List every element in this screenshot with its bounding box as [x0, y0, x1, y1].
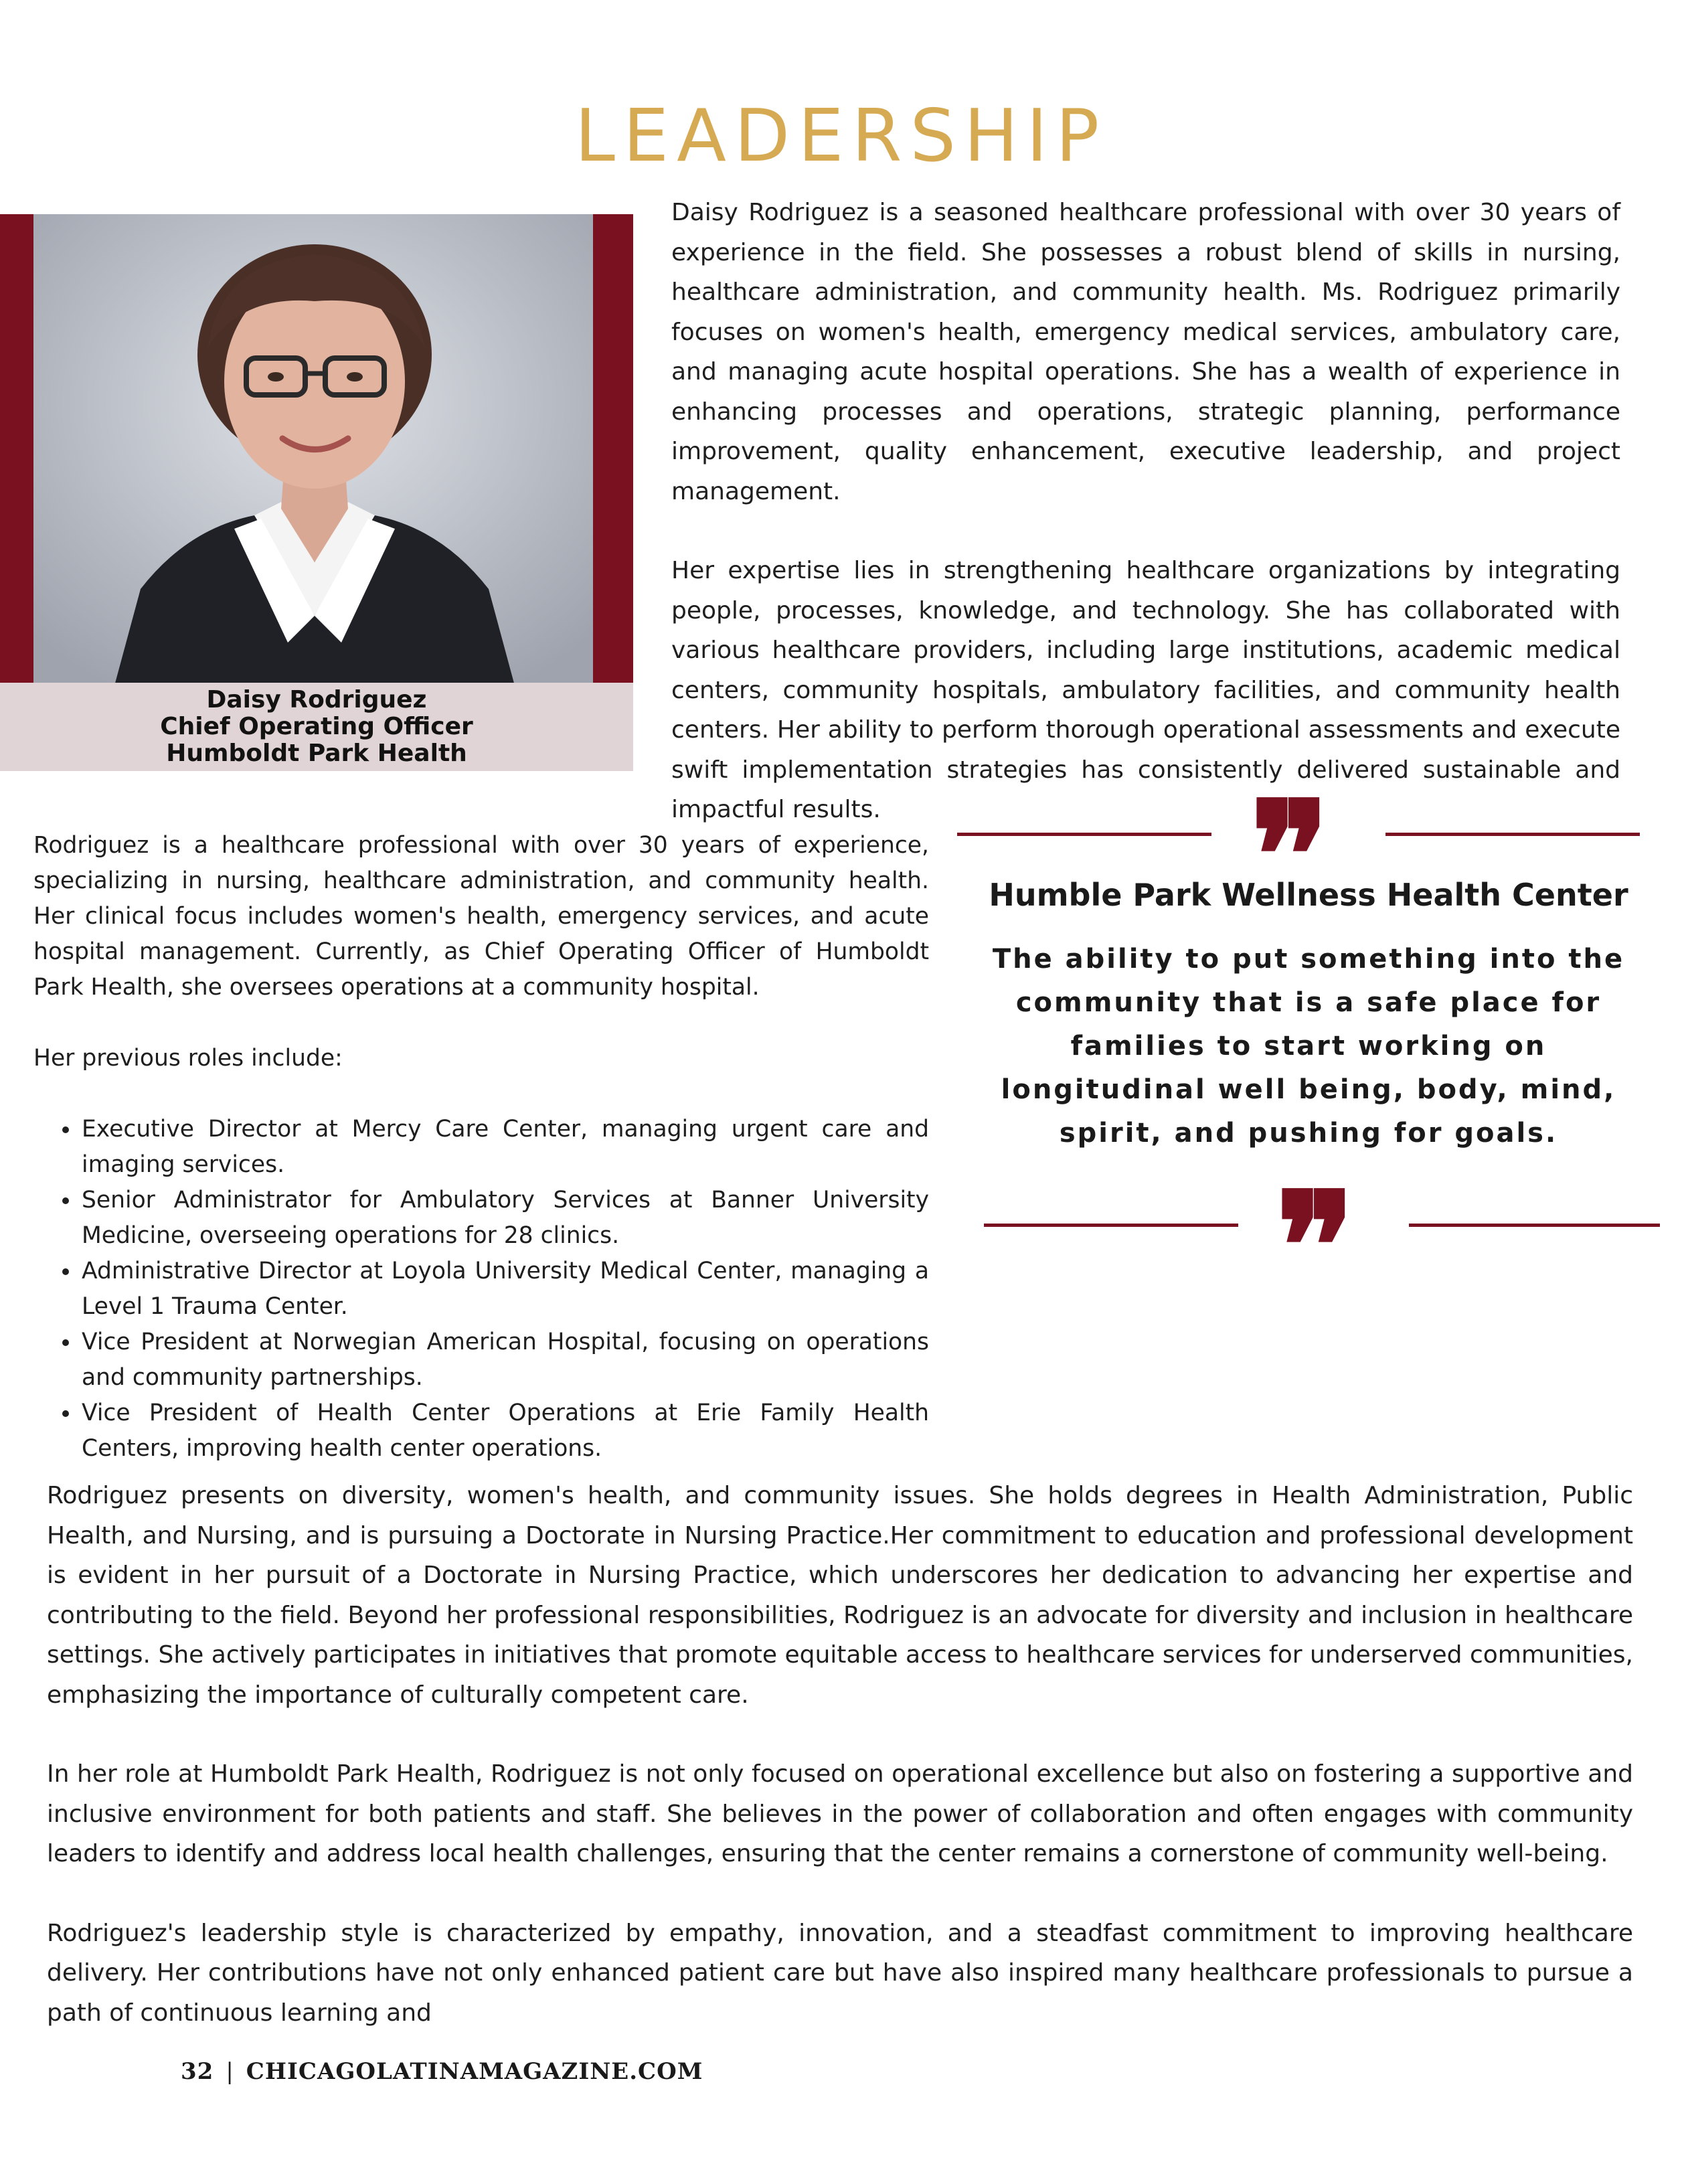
closing-paragraph: In her role at Humboldt Park Health, Rodriguez is not only focused on operational excellence but also on fostering a supportive and inclusive environment for both patients and staff. She believes in the power of collaboration and often engages with community leaders to identify and address local health challenges, ensuring that the center remains a cornerstone of community well-being.: [47, 1760, 1633, 1867]
portrait-illustration: [33, 214, 593, 688]
quote-open-icon: ❞: [1250, 768, 1330, 942]
quote-rule-top-left: [957, 833, 1211, 836]
quote-close-icon: ❞: [1276, 1159, 1355, 1333]
portrait-photo: [33, 214, 593, 688]
list-item: • Senior Administrator for Ambulatory Services at Banner University Medicine, overseeing operations for 28 clinics.: [80, 1183, 929, 1254]
list-item: • Vice President at Norwegian American Hospital, focusing on operations and community partnerships.: [80, 1325, 929, 1396]
quote-rule-top-right: [1385, 833, 1640, 836]
list-item: • Administrative Director at Loyola University Medical Center, managing a Level 1 Trauma Center.: [80, 1254, 929, 1325]
photo-caption: [0, 683, 633, 771]
closing-section: [47, 1476, 1633, 2033]
quote-rule-bottom-right: [1409, 1224, 1660, 1227]
intro-column: [671, 193, 1620, 830]
page-footer: [181, 2058, 703, 2085]
list-item: • Vice President of Health Center Operations at Erie Family Health Centers, improving health center operations.: [80, 1396, 929, 1466]
closing-paragraph: Rodriguez presents on diversity, women's health, and community issues. She holds degrees in Health Administration, Public Health, and Nursing, and is pursuing a Doctorate in Nursing Practice.Her commitment to education and professional development is evident in her pursuit of a Doctorate in Nursing Practice, which underscores her dedication to advancing her expertise and contributing to the field. Beyond her professional responsibilities, Rodriguez is an advocate for diversity and inclusion in healthcare settings. She actively participates in initiatives that promote equitable access to healthcare services for underserved communities, emphasizing the importance of culturally competent care.: [47, 1482, 1633, 1709]
quote-text: The ability to put something into the community that is a safe place for families to start working on longitudinal well being, body, mind, spirit, and pushing for goals.: [992, 944, 1625, 1149]
intro-paragraph: Her expertise lies in strengthening healthcare organizations by integrating people, processes, knowledge, and technology. She has collaborated with various healthcare providers, including large institutions, academic medical centers, community hospitals, ambulatory facilities, and community health centers. Her ability to perform thorough operational assessments and execute swift implementation strategies has consistently delivered sustainable and impactful results.: [671, 557, 1620, 823]
page-number: 32: [181, 2058, 214, 2085]
caption-role: Chief Operating Officer: [160, 713, 473, 740]
career-column: [33, 828, 929, 1466]
pull-quote: [957, 768, 1660, 1333]
page-title: LEADERSHIP: [574, 94, 1108, 178]
intro-paragraph: Daisy Rodriguez is a seasoned healthcare professional with over 30 years of experience in the field. She possesses a robust blend of skills in nursing, healthcare administration, and community health. Ms. Rodriguez primarily focuses on women's health, emergency medical services, ambulatory care, and managing acute hospital operations. She has a wealth of experience in enhancing processes and operations, strategic planning, performance improvement, quality enhancement, executive leadership, and project management.: [671, 199, 1620, 505]
roles-list: [33, 1112, 929, 1466]
caption-name: Daisy Rodriguez: [206, 686, 427, 713]
caption-organization: Humboldt Park Health: [166, 740, 467, 767]
footer-site: CHICAGOLATINAMAGAZINE.COM: [246, 2058, 703, 2085]
quote-rule-bottom-left: [984, 1224, 1238, 1227]
roles-intro: Her previous roles include:: [33, 1045, 343, 1072]
closing-paragraph: Rodriguez's leadership style is characterized by empathy, innovation, and a steadfast commitment to improving healthcare delivery. Her contributions have not only enhanced patient care but have also inspired many healthcare professionals to pursue a path of continuous learning and: [47, 1919, 1633, 2027]
list-item: • Executive Director at Mercy Care Center, managing urgent care and imaging services.: [80, 1112, 929, 1183]
footer-separator: |: [226, 2058, 234, 2085]
quote-heading: Humble Park Wellness Health Center: [989, 877, 1628, 913]
career-summary: Rodriguez is a healthcare professional with over 30 years of experience, specializing in nursing, healthcare administration, and community health. Her clinical focus includes women's health, emergency services, and acute hospital management. Currently, as Chief Operating Officer of Humboldt Park Health, she oversees operations at a community hospital.: [33, 832, 929, 1001]
